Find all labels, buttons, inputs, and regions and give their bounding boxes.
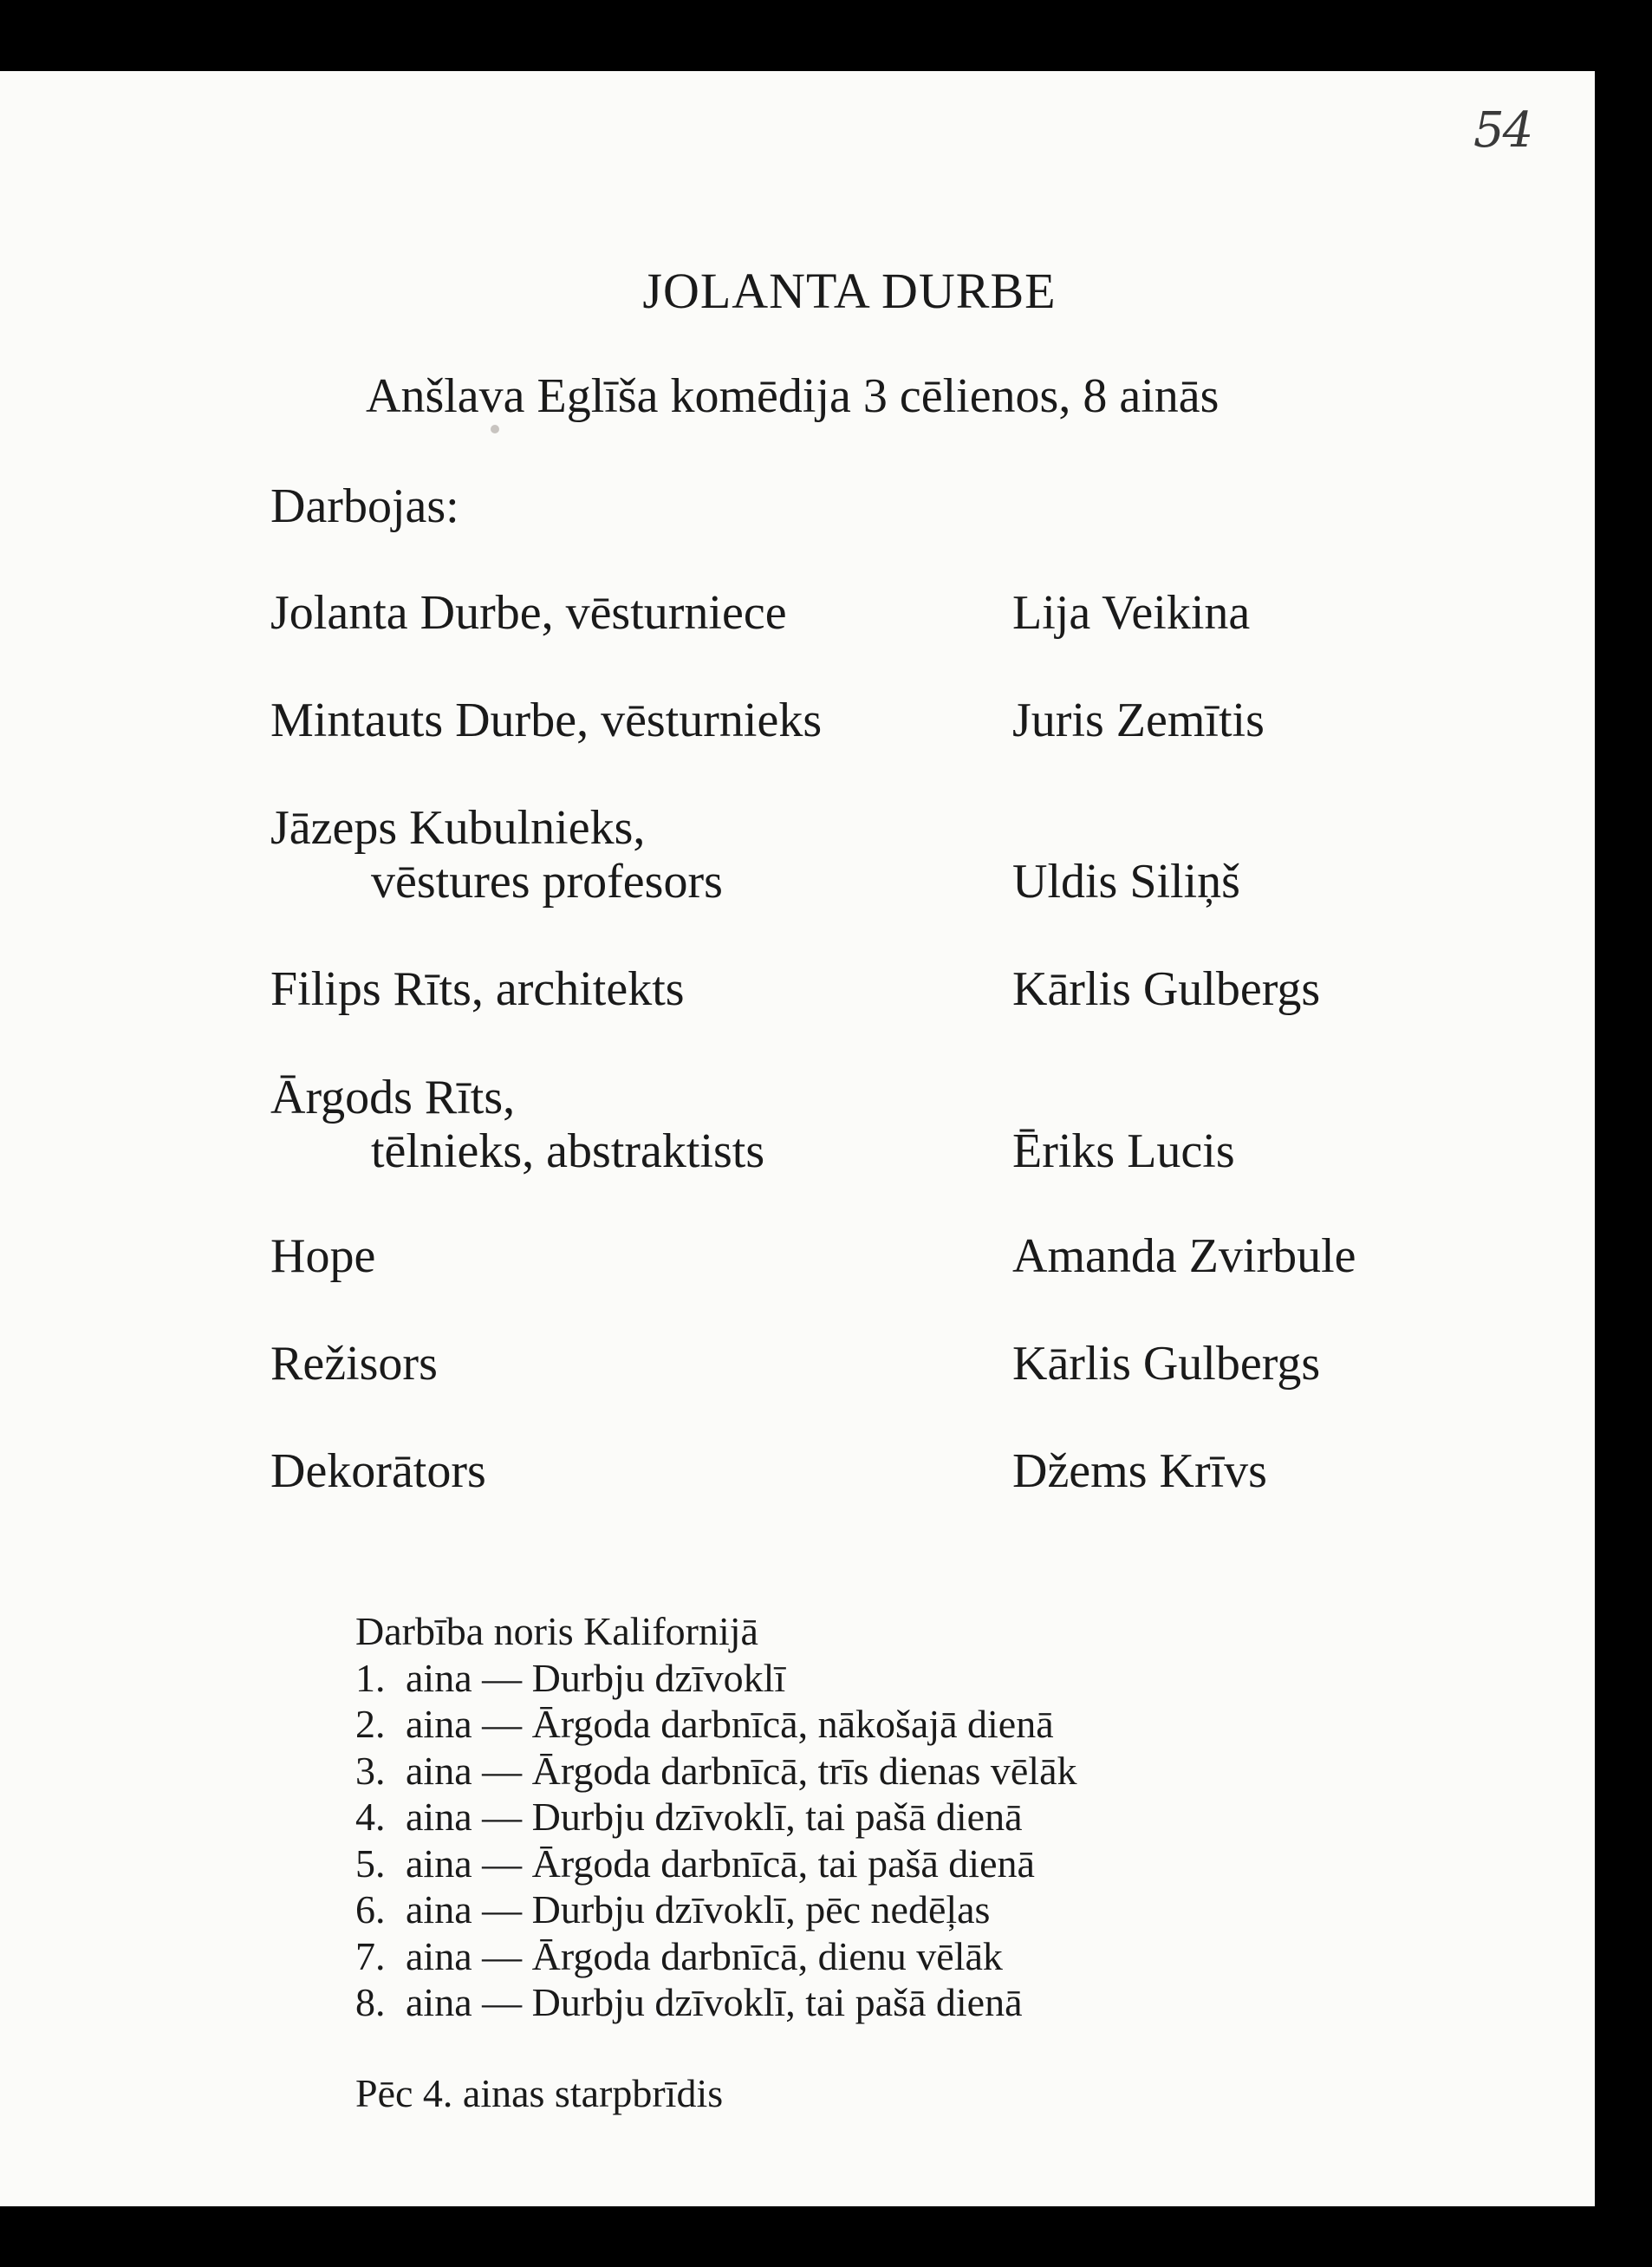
cast-role: Dekorātors [270,1444,486,1498]
scene-item: 4. aina — Durbju dzīvoklī, tai pašā dienā [355,1795,1023,1839]
scene-item: 2. aina — Ārgoda darbnīcā, nākošajā dienā [355,1702,1054,1746]
cast-role: Filips Rīts, architekts [270,962,685,1016]
cast-role: Jolanta Durbe, vēsturniece [270,586,787,640]
play-subtitle: Anšlava Eglīša komēdija 3 cēlienos, 8 ainās [366,369,1219,423]
setting-line: Darbība noris Kalifornijā [355,1609,758,1653]
cast-actor: Kārlis Gulbergs [1012,1337,1321,1391]
scene-item: 7. aina — Ārgoda darbnīcā, dienu vēlāk [355,1933,1003,1978]
cast-role: Hope [270,1229,376,1283]
cast-actor: Amanda Zvirbule [1012,1229,1356,1283]
scene-item: 6. aina — Durbju dzīvoklī, pēc nedēļas [355,1887,991,1932]
cast-actor: Juris Zemītis [1012,694,1265,747]
scene-item: 5. aina — Ārgoda darbnīcā, tai pašā dienā [355,1840,1035,1886]
cast-role: Jāzeps Kubulnieks, vēstures profesors [270,801,723,909]
cast-actor: Ēriks Lucis [1012,1124,1235,1178]
cast-role: Ārgods Rīts, tēlnieks, abstraktists [270,1071,765,1178]
cast-role-detail: vēstures profesors [371,855,723,909]
scene-item: 8. aina — Durbju dzīvoklī, tai pašā dienā [355,1980,1023,2024]
page-number: 54 [1473,102,1532,159]
cast-heading: Darbojas: [270,479,459,533]
intermission-note: Pēc 4. ainas starpbrīdis [355,2071,724,2115]
cast-actor: Lija Veikina [1012,586,1251,640]
scene-item: 3. aina — Ārgoda darbnīcā, trīs dienas vēlāk [355,1748,1077,1793]
cast-actor: Uldis Siliņš [1012,855,1240,909]
scene-list [355,1608,1077,2026]
paper-speck [491,425,499,433]
scene-item: 1. aina — Durbju dzīvoklī [355,1655,786,1700]
cast-actor: Džems Krīvs [1012,1444,1267,1498]
cast-role-detail: tēlnieks, abstraktists [371,1124,765,1178]
play-title: JOLANTA DURBE [642,263,1057,319]
cast-role: Režisors [270,1337,438,1391]
cast-role: Mintauts Durbe, vēsturnieks [270,694,823,747]
cast-actor: Kārlis Gulbergs [1012,962,1321,1016]
